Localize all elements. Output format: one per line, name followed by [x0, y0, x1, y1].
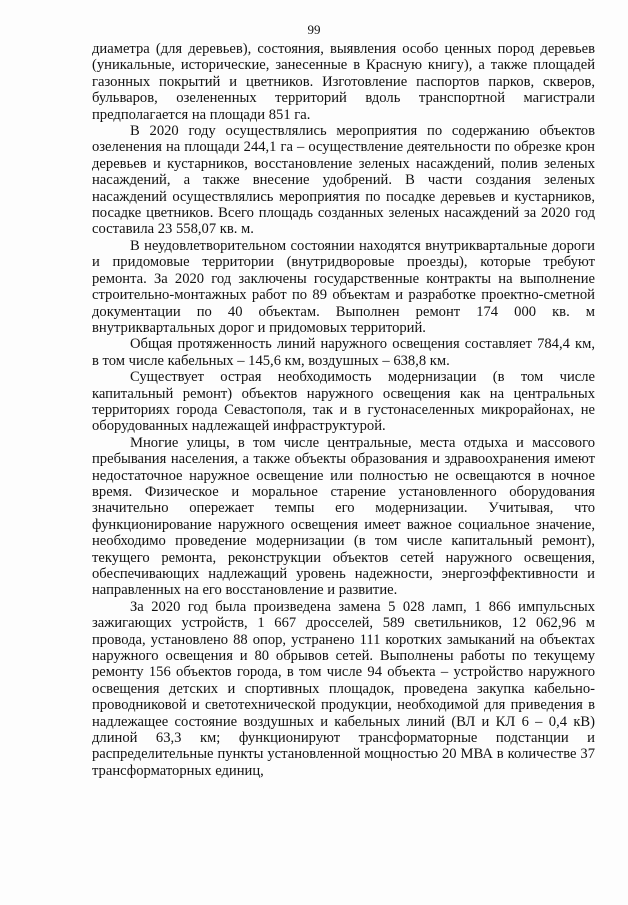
page-number: 99	[307, 22, 321, 37]
paragraph: В неудовлетворительном состоянии находятся внутриквартальные дороги и придомовые территории (внутридворовые проезды), которые требуют ремонта. За 2020 год заключены государственные контракты на выполнение строительно-монтажных работ по 89 объектам и разработке проектно-сметной документации по 40 объектам. Выполнен ремонт 174 000 кв. м внутриквартальных дорог и придомовых территорий.	[92, 237, 595, 336]
paragraph: Общая протяженность линий наружного освещения составляет 784,4 км, в том числе кабельных – 145,6 км, воздушных – 638,8 км.	[92, 336, 595, 369]
body-text	[92, 41, 595, 779]
paragraph-continued: диаметра (для деревьев), состояния, выявления особо ценных пород деревьев (уникальные, исторические, занесенные в Красную книгу), а также площадей газонных покрытий и цветников. Изготовление паспортов парков, скверов, бульваров, озелененных территорий вдоль транспортной магистрали предполагается на площади 851 га.	[92, 41, 595, 123]
paragraph: За 2020 год была произведена замена 5 028 ламп, 1 866 импульсных зажигающих устройств, 1 667 дросселей, 589 светильников, 12 062,96 м провода, установлено 88 опор, устранено 111 коротких замыканий на объектах наружного освещения и 80 обрывов сетей. Выполнены работы по текущему ремонту 156 объектов города, в том числе 94 объекта – устройство наружного освещения детских и спортивных площадок, проведена закупка кабельно-проводниковой и светотехнической продукции, необходимой для приведения в надлежащее состояние воздушных и кабельных линий (ВЛ и КЛ 6 – 0,4 кВ) длиной 63,3 км; функционируют трансформаторные подстанции и распределительные пункты установленной мощностью 20 МВА в количестве 37 трансформаторных единиц,	[92, 598, 595, 779]
paragraph: Существует острая необходимость модернизации (в том числе капитальный ремонт) объектов наружного освещения как на центральных территориях города Севастополя, так и в густонаселенных микрорайонах, не оборудованных надлежащей инфраструктурой.	[92, 369, 595, 435]
paragraph: В 2020 году осуществлялись мероприятия по содержанию объектов озеленения на площади 244,1 га – осуществление деятельности по обрезке крон деревьев и кустарников, восстановление зеленых насаждений, полив зеленых насаждений, а также внесение удобрений. В части создания зеленых насаждений осуществлялись мероприятия по посадке деревьев и кустарников, посадке цветников. Всего площадь созданных зеленых насаждений за 2020 год составила 23 558,07 кв. м.	[92, 123, 595, 238]
paragraph: Многие улицы, в том числе центральные, места отдыха и массового пребывания населения, а также объекты образования и здравоохранения имеют недостаточное наружное освещение или полностью не освещаются в ночное время. Физическое и моральное старение установленного оборудования значительно опережает темпы его модернизации. Учитывая, что функционирование наружного освещения имеет важное социальное значение, необходимо проведение модернизации (в том числе капитальный ремонт), текущего ремонта, реконструкции объектов сетей наружного освещения, обеспечивающих надлежащий уровень надежности, энергоэффективности и направленных на его восстановление и развитие.	[92, 434, 595, 599]
